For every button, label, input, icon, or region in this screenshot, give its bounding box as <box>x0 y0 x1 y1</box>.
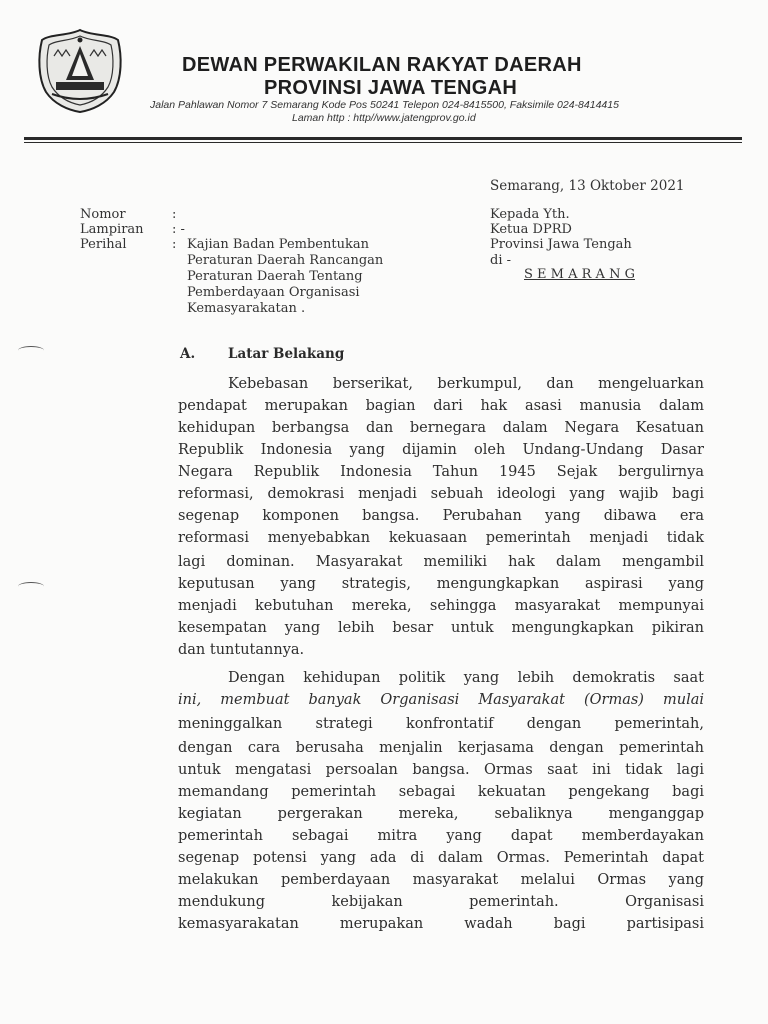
paragraph2-line: segenap potensi yang ada di dalam Ormas. Pemerintah dapat <box>178 850 704 866</box>
paragraph1-line: pendapat merupakan bagian dari hak asasi manusia dalam <box>178 398 704 414</box>
paragraph1-line: menjadi kebutuhan mereka, sehingga masyarakat mempunyai <box>178 598 704 614</box>
paragraph1-line: reformasi, demokrasi menjadi sebuah ideologi yang wajib bagi <box>178 486 704 502</box>
nomor-label: Nomor <box>80 207 126 222</box>
letterhead-rule-thin <box>24 142 742 143</box>
paragraph1-line: reformasi menyebabkan kekuasaan pemerintah menjadi tidak <box>178 530 704 546</box>
paragraph2-line: untuk mengatasi persoalan bangsa. Ormas saat ini tidak lagi <box>178 762 704 778</box>
paragraph1-line: segenap komponen bangsa. Perubahan yang dibawa era <box>178 508 704 524</box>
paragraph2-line: memandang pemerintah sebagai kekuatan pengekang bagi <box>178 784 704 800</box>
recipient-city: S E M A R A N G <box>524 267 635 282</box>
paragraph1-line: Republik Indonesia yang dijamin oleh Undang-Undang Dasar <box>178 442 704 458</box>
institution-name: DEWAN PERWAKILAN RAKYAT DAERAH <box>182 54 582 76</box>
paragraph2-line: kemasyarakatan merupakan wadah bagi partisipasi <box>178 916 704 932</box>
paragraph1-line: lagi dominan. Masyarakat memiliki hak dalam mengambil <box>178 554 704 570</box>
paragraph1-line: keputusan yang strategis, mengungkapkan aspirasi yang <box>178 576 704 592</box>
perihal-line: Peraturan Daerah Tentang <box>187 269 363 284</box>
perihal-line: Kajian Badan Pembentukan <box>187 237 369 252</box>
lampiran-value: : - <box>172 222 185 237</box>
paragraph2-line: Dengan kehidupan politik yang lebih demokratis saat <box>228 670 704 686</box>
paragraph1-line: dan tuntutannya. <box>178 642 305 658</box>
perihal-line: Peraturan Daerah Rancangan <box>187 253 384 268</box>
paragraph1-line: kesempatan yang lebih besar untuk mengungkapkan pikiran <box>178 620 704 636</box>
paragraph2-line: melakukan pemberdayaan masyarakat melalui Ormas yang <box>178 872 704 888</box>
perihal-colon: : <box>172 237 177 252</box>
paragraph1-line: Kebebasan berserikat, berkumpul, dan mengeluarkan <box>228 376 704 392</box>
section-number: A. <box>180 346 196 362</box>
perihal-label: Perihal <box>80 237 127 252</box>
perihal-line: Pemberdayaan Organisasi <box>187 285 360 300</box>
paragraph2-line: meninggalkan strategi konfrontatif dengan pemerintah, <box>178 716 704 732</box>
letterhead-website: Laman http : http//www.jatengprov.go.id <box>292 112 476 124</box>
paragraph1-line: Negara Republik Indonesia Tahun 1945 Sejak bergulirnya <box>178 464 704 480</box>
recipient-line: di - <box>490 253 512 268</box>
recipient-line: Provinsi Jawa Tengah <box>490 237 632 252</box>
jawa-tengah-emblem <box>34 26 126 114</box>
letterhead-address: Jalan Pahlawan Nomor 7 Semarang Kode Pos 50241 Telepon 024-8415500, Faksimile 024-8414415 <box>150 99 619 111</box>
nomor-value: : <box>172 207 177 222</box>
scan-hole-mark-bottom <box>18 582 44 591</box>
paragraph2-line: mendukung kebijakan pemerintah. Organisasi <box>178 894 704 910</box>
paragraph2-line: ini, membuat banyak Organisasi Masyarakat (Ormas) mulai <box>178 692 704 708</box>
recipient-line: Ketua DPRD <box>490 222 572 237</box>
section-title: Latar Belakang <box>228 346 345 362</box>
paragraph2-line: kegiatan pergerakan mereka, sebaliknya menganggap <box>178 806 704 822</box>
scan-hole-mark-top <box>18 346 44 355</box>
letter-date: Semarang, 13 Oktober 2021 <box>490 178 685 194</box>
paragraph1-line: kehidupan berbangsa dan bernegara dalam Negara Kesatuan <box>178 420 704 436</box>
recipient-line: Kepada Yth. <box>490 207 570 222</box>
perihal-line: Kemasyarakatan . <box>187 301 306 316</box>
letterhead-rule-thick <box>24 137 742 140</box>
paragraph2-line: pemerintah sebagai mitra yang dapat memberdayakan <box>178 828 704 844</box>
lampiran-label: Lampiran <box>80 222 144 237</box>
province-name: PROVINSI JAWA TENGAH <box>264 77 518 99</box>
paragraph2-line: dengan cara berusaha menjalin kerjasama dengan pemerintah <box>178 740 704 756</box>
